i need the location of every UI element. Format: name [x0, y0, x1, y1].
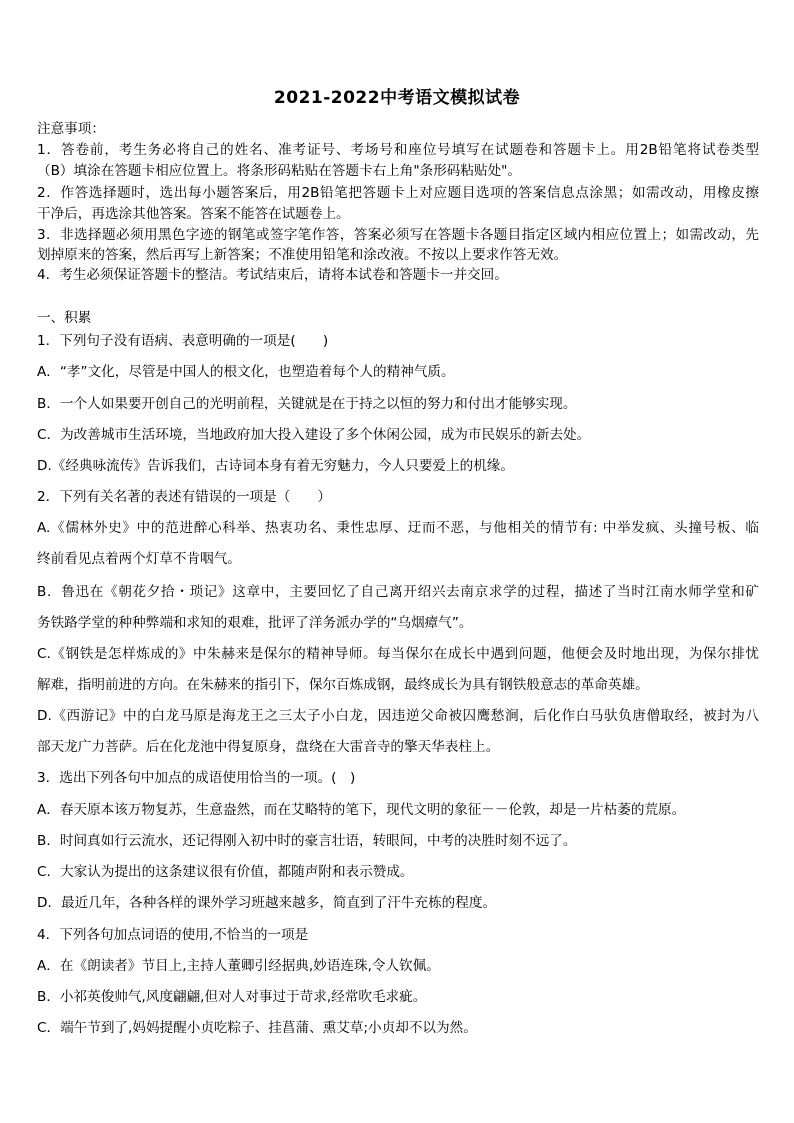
question-option: B．一个人如果要开创自己的光明前程，关键就是在于持之以恒的努力和付出才能够实现。: [37, 396, 577, 412]
question-option-cont: 务铁路学堂的种种弊端和求知的艰难，批评了洋务派办学的“乌烟瘴气”。: [37, 615, 473, 631]
notice-line: 划掉原来的答案，然后再写上新答案；不准使用铅笔和涂改液。不按以上要求作答无效。: [37, 247, 568, 263]
notice-heading: 注意事项：: [37, 121, 105, 137]
page-title: 2021-2022中考语文模拟试卷: [273, 88, 521, 108]
question-option: A.《儒林外史》中的范进醉心科举、热衷功名、秉性忠厚、迂而不恶，与他相关的情节有: 中举发疯、头撞号板、临: [37, 520, 759, 536]
notice-line: 4．考生必须保证答题卡的整洁。考试结束后，请将本试卷和答题卡一并交回。: [37, 267, 508, 283]
question-option: A．“孝”文化，尽管是中国人的根文化，也塑造着每个人的精神气质。: [37, 364, 455, 380]
question-option: B．鲁迅在《朝花夕拾・琐记》这章中，主要回忆了自己离开绍兴去南京求学的过程，描述了当时江南水师学堂和矿: [37, 584, 759, 600]
question-stem: 3．选出下列各句中加点的成语使用恰当的一项。( ): [37, 770, 356, 786]
question-option: D．最近几年，各种各样的课外学习班越来越多，简直到了汗牛充栋的程度。: [37, 895, 497, 911]
question-option-cont: 终前看见点着两个灯草不肯咽气。: [37, 551, 241, 567]
question-option: B．小祁英俊帅气,风度翩翩,但对人对事过于苛求,经常吹毛求疵。: [37, 989, 427, 1005]
question-option: D.《西游记》中的白龙马原是海龙王之三太子小白龙，因违逆父命被囚鹰愁涧，后化作白马驮负唐僧取经，被封为八: [37, 708, 759, 724]
notice-line: 3．非选择题必须用黑色字迹的钢笔或签字笔作答，答案必须写在答题卡各题目指定区域内相应位置上；如需改动，先: [37, 227, 759, 243]
question-option: B．时间真如行云流水，还记得刚入初中时的豪言壮语，转眼间，中考的决胜时刻不远了。: [37, 833, 577, 849]
notice-line: （B）填涂在答题卡相应位置上。将条形码粘贴在答题卡右上角"条形码粘贴处"。: [37, 163, 522, 179]
question-option: C.《钢铁是怎样炼成的》中朱赫来是保尔的精神导师。每当保尔在成长中遇到问题，他便会及时地出现，为保尔排忧: [37, 646, 759, 662]
question-stem: 1．下列句子没有语病、表意明确的一项是( ): [37, 333, 329, 349]
notice-line: 1．答卷前，考生务必将自己的姓名、准考证号、考场号和座位号填写在试题卷和答题卡上。用2B铅笔将试卷类型: [37, 142, 759, 158]
question-option: C．端午节到了,妈妈提醒小贞吃粽子、挂菖蒲、熏艾草;小贞却不以为然。: [37, 1020, 477, 1036]
question-option: D.《经典咏流传》告诉我们，古诗词本身有着无穷魅力，今人只要爱上的机缘。: [37, 458, 514, 474]
question-option-cont: 解难，指明前进的方向。在朱赫来的指引下，保尔百炼成钢，最终成长为具有钢铁般意志的革命英雄。: [37, 677, 649, 693]
question-stem: 4．下列各句加点词语的使用,不恰当的一项是: [37, 927, 309, 943]
question-option: C．为改善城市生活环境，当地政府加大投入建设了多个休闲公园，成为市民娱乐的新去处。: [37, 427, 591, 443]
question-option: A．在《朗读者》节目上,主持人董卿引经据典,妙语连珠,令人钦佩。: [37, 958, 440, 974]
notice-line: 2．作答选择题时，选出每小题答案后，用2B铅笔把答题卡上对应题目选项的答案信息点涂黑；如需改动，用橡皮擦: [37, 185, 759, 201]
question-option: C．大家认为提出的这条建议很有价值，都随声附和表示赞成。: [37, 864, 414, 880]
question-option: A．春天原本该万物复苏，生意盎然，而在艾略特的笔下，现代文明的象征－－伦敦，却是一片枯萎的荒原。: [37, 802, 686, 818]
question-option-cont: 部天龙广力菩萨。后在化龙池中得复原身，盘绕在大雷音寺的擎天华表柱上。: [37, 739, 500, 755]
question-stem: 2．下列有关名著的表述有错误的一项是（ ）: [37, 489, 332, 505]
section-heading: 一、积累: [37, 310, 92, 326]
notice-line: 干净后，再选涂其他答案。答案不能答在试题卷上。: [37, 206, 350, 222]
